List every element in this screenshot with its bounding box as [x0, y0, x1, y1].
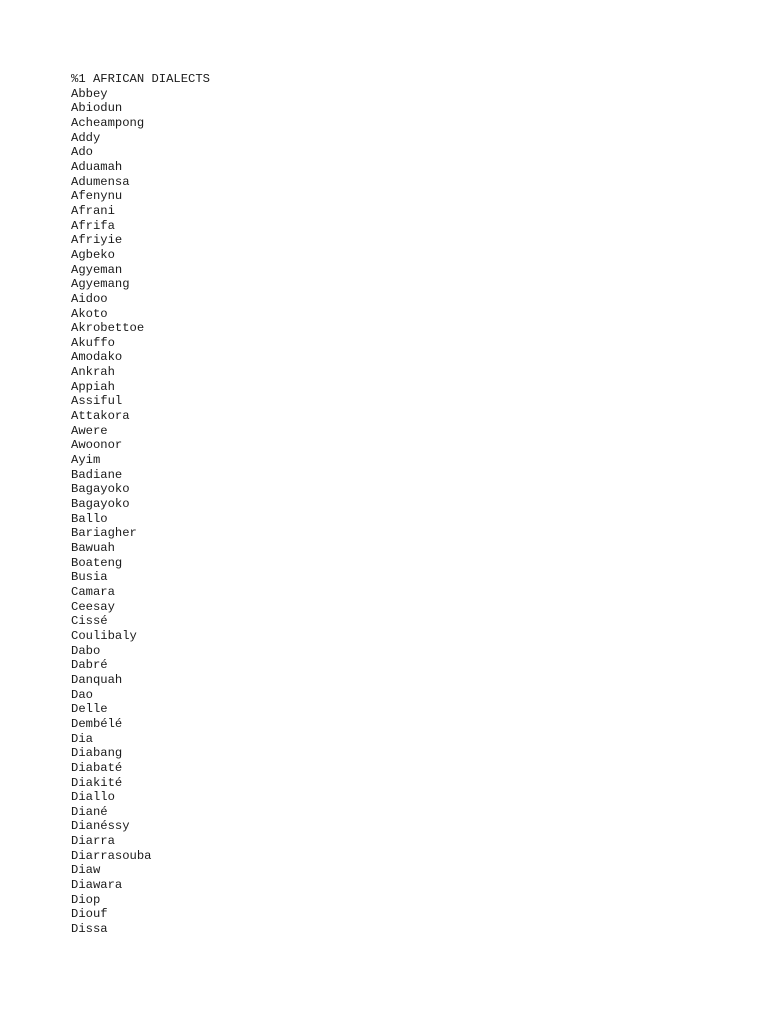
list-item: Afrani — [71, 203, 115, 218]
document-page — [71, 72, 210, 937]
list-item: Diané — [71, 804, 108, 819]
list-item: Ado — [71, 145, 93, 160]
list-item: Ballo — [71, 511, 108, 526]
list-item: Diabang — [71, 746, 123, 761]
list-item: Ceesay — [71, 599, 115, 614]
list-item: Agyeman — [71, 262, 123, 277]
list-item: Dissa — [71, 922, 108, 937]
list-item: Badiane — [71, 467, 123, 482]
list-item: Akoto — [71, 306, 108, 321]
list-item: Abiodun — [71, 101, 123, 116]
list-item: Dia — [71, 731, 93, 746]
list-item: Danquah — [71, 672, 123, 687]
list-item: Aidoo — [71, 291, 108, 306]
list-item: Adumensa — [71, 174, 130, 189]
list-item: Ankrah — [71, 365, 115, 380]
list-item: Awere — [71, 423, 108, 438]
list-item: Dembélé — [71, 716, 123, 731]
list-item: Diabaté — [71, 760, 123, 775]
list-item: Ayim — [71, 453, 101, 468]
list-item: Abbey — [71, 86, 108, 101]
list-item: Diarrasouba — [71, 848, 152, 863]
list-item: Attakora — [71, 409, 130, 424]
list-item: Diop — [71, 892, 101, 907]
list-item: Afriyie — [71, 233, 123, 248]
list-item: Dao — [71, 687, 93, 702]
list-item: Afrifa — [71, 218, 115, 233]
list-item: Diouf — [71, 907, 108, 922]
list-item: Bariagher — [71, 526, 137, 541]
list-item: Akuffo — [71, 335, 115, 350]
list-item: Awoonor — [71, 438, 123, 453]
list-item: Amodako — [71, 350, 123, 365]
list-item: Busia — [71, 570, 108, 585]
document-heading: %1 AFRICAN DIALECTS — [71, 72, 210, 86]
list-item: Dabo — [71, 643, 101, 658]
list-item: Bawuah — [71, 541, 115, 555]
list-item: Diakité — [71, 775, 123, 790]
list-item: Afenynu — [71, 189, 123, 204]
list-item: Addy — [71, 130, 101, 145]
list-item: Appiah — [71, 379, 115, 394]
list-item: Dabré — [71, 658, 108, 673]
list-item: Coulibaly — [71, 628, 137, 643]
list-item: Dianéssy — [71, 819, 130, 834]
list-item: Agbeko — [71, 247, 115, 262]
list-item: Bagayoko — [71, 497, 130, 512]
list-item: Aduamah — [71, 159, 123, 174]
list-item: Assiful — [71, 394, 123, 409]
list-item: Acheampong — [71, 115, 145, 130]
list-item: Diaw — [71, 863, 101, 878]
list-item: Cissé — [71, 614, 108, 629]
name-list — [71, 87, 210, 937]
list-item: Diarra — [71, 834, 115, 849]
list-item: Camara — [71, 584, 115, 599]
list-item: Bagayoko — [71, 482, 130, 497]
list-item: Boateng — [71, 555, 123, 570]
list-item: Agyemang — [71, 277, 130, 292]
list-item: Delle — [71, 702, 108, 717]
list-item: Diawara — [71, 878, 123, 893]
list-item: Akrobettoe — [71, 321, 145, 336]
list-item: Diallo — [71, 790, 115, 805]
